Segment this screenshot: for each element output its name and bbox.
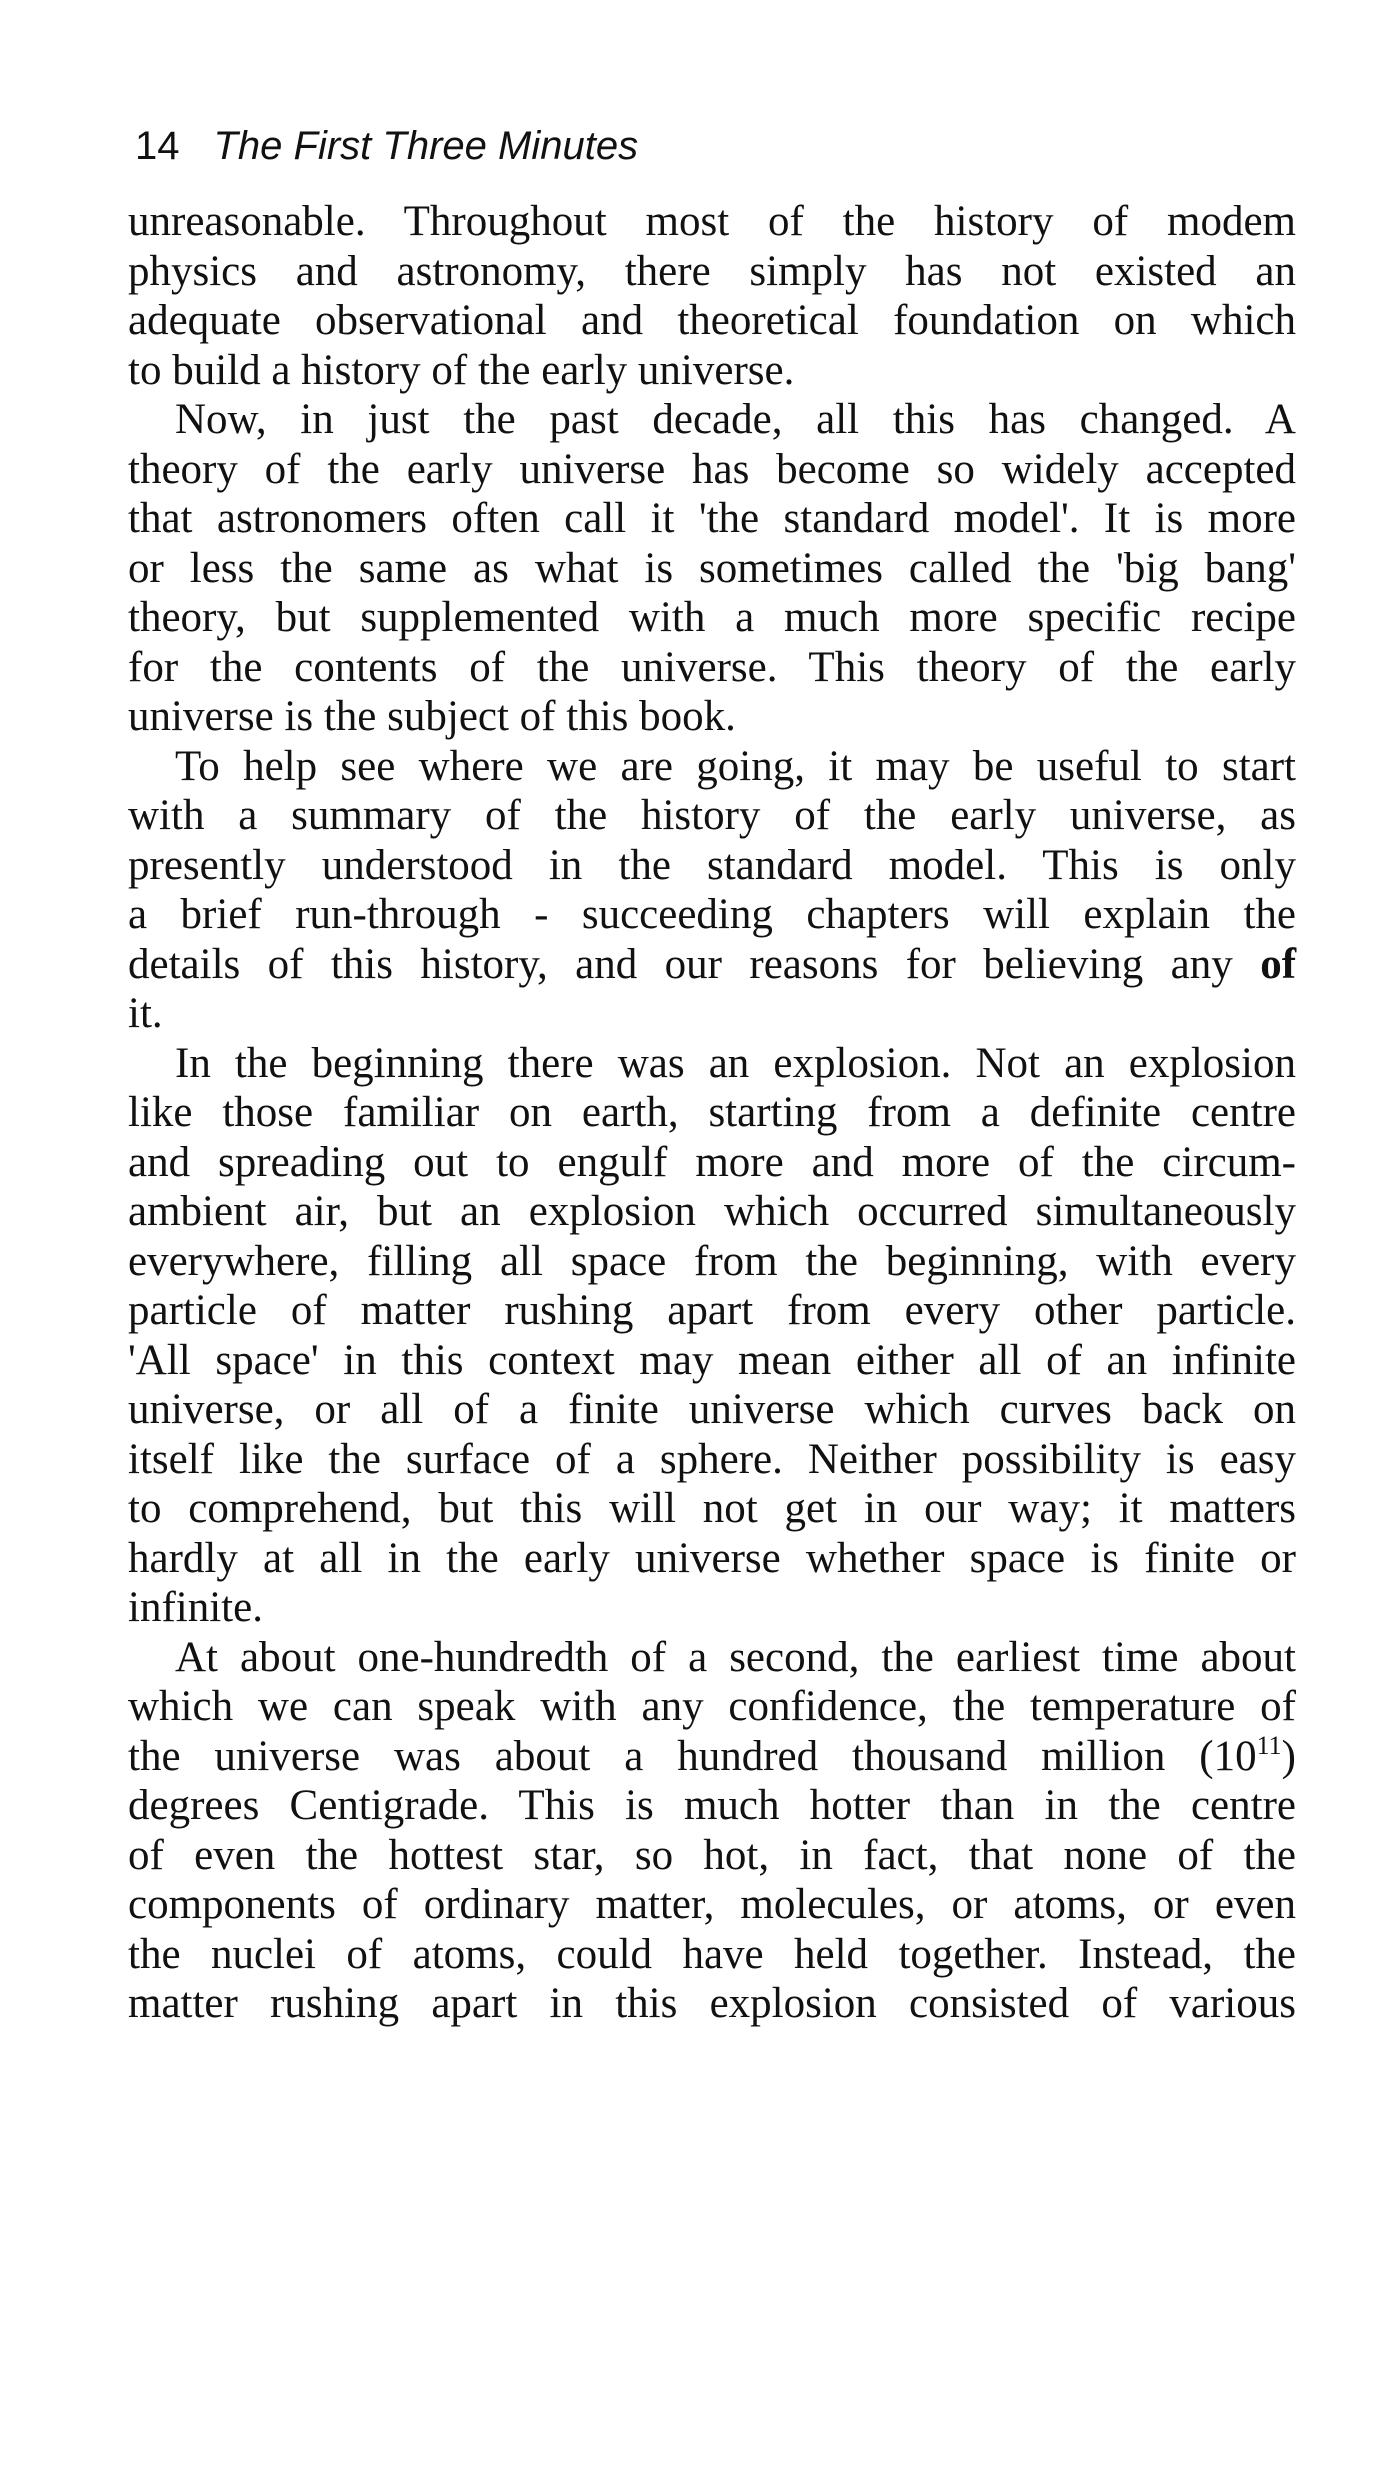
- text-line: universe is the subject of this book.: [128, 693, 736, 740]
- text-line: In the beginning there was an explosion. Not an explosion: [175, 1039, 1296, 1087]
- text-line: [128, 1732, 1296, 1782]
- text-line: theory, but supplemented with a much more specific recipe: [128, 594, 1296, 641]
- text-line: universe, or all of a finite universe which curves back on: [128, 1386, 1296, 1433]
- text-line: degrees Centigrade. This is much hotter than in the centre: [128, 1782, 1296, 1829]
- text-line-part: details of this history, and our reasons for believing any: [128, 940, 1233, 988]
- superscript-exponent: 11: [1256, 1730, 1282, 1760]
- book-title: The First Three Minutes: [213, 124, 639, 168]
- text-line-part: ): [1281, 1732, 1296, 1780]
- text-line: everywhere, filling all space from the beginning, with every: [128, 1237, 1296, 1285]
- text-line: ambient air, but an explosion which occurred simultaneously: [128, 1188, 1296, 1235]
- text-line: with a summary of the history of the early universe, as: [128, 792, 1296, 839]
- text-line: components of ordinary matter, molecules, or atoms, or even: [128, 1881, 1296, 1928]
- text-line: it.: [128, 990, 163, 1037]
- text-line: physics and astronomy, there simply has not existed an: [128, 247, 1296, 295]
- text-line: to build a history of the early universe.: [128, 346, 795, 394]
- text-line: At about one-hundredth of a second, the earliest time about: [175, 1633, 1296, 1681]
- text-line: the nuclei of atoms, could have held together. Instead, the: [128, 1930, 1296, 1978]
- text-line: presently understood in the standard model. This is only: [128, 841, 1296, 889]
- text-line: like those familiar on earth, starting from a definite centre: [128, 1089, 1296, 1136]
- text-line: particle of matter rushing apart from every other particle.: [128, 1287, 1296, 1334]
- running-head: [135, 118, 638, 174]
- body-text: [128, 197, 1296, 2029]
- text-line: To help see where we are going, it may be useful to start: [175, 742, 1296, 790]
- text-line: matter rushing apart in this explosion consisted of various: [128, 1980, 1296, 2027]
- page-number: 14: [135, 124, 180, 168]
- text-line: for the contents of the universe. This theory of the early: [128, 643, 1296, 691]
- text-line: Now, in just the past decade, all this has changed. A: [175, 396, 1296, 443]
- text-line: infinite.: [128, 1584, 263, 1631]
- text-line: of even the hottest star, so hot, in fact, that none of the: [128, 1831, 1296, 1879]
- text-line: itself like the surface of a sphere. Neither possibility is easy: [128, 1435, 1296, 1483]
- text-line: [128, 940, 1296, 990]
- text-line: hardly at all in the early universe whether space is finite or: [128, 1534, 1296, 1582]
- text-line: and spreading out to engulf more and more of the circum-: [128, 1138, 1296, 1186]
- text-line-part: the universe was about a hundred thousand million (10: [128, 1732, 1257, 1780]
- text-line: or less the same as what is sometimes called the 'big bang': [128, 544, 1296, 592]
- text-line: that astronomers often call it 'the standard model'. It is more: [128, 495, 1296, 542]
- text-line: adequate observational and theoretical foundation on which: [128, 297, 1296, 344]
- text-line: 'All space' in this context may mean either all of an infinite: [128, 1336, 1296, 1384]
- text-line: unreasonable. Throughout most of the history of modem: [128, 198, 1296, 245]
- text-line: a brief run-through - succeeding chapters will explain the: [128, 891, 1296, 938]
- text-line: which we can speak with any confidence, the temperature of: [128, 1683, 1296, 1730]
- bold-word: of: [1260, 940, 1297, 988]
- text-line: to comprehend, but this will not get in our way; it matters: [128, 1485, 1296, 1532]
- text-line: theory of the early universe has become so widely accepted: [128, 445, 1296, 493]
